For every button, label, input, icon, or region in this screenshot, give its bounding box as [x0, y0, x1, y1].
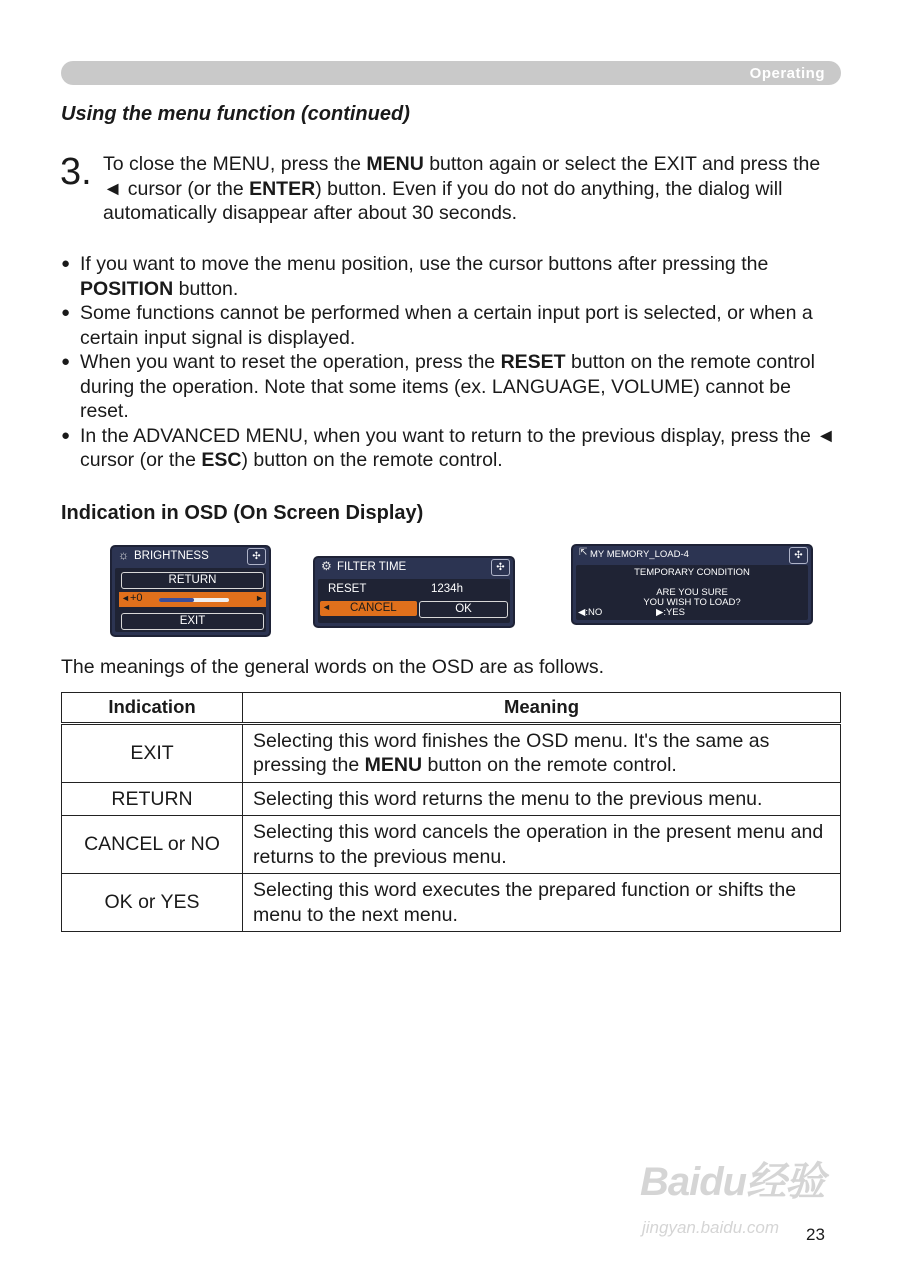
osd-cancel-label: CANCEL: [350, 602, 397, 614]
osd-exit-button[interactable]: EXIT: [121, 613, 264, 630]
osd-body: [576, 565, 808, 620]
bullet-text: When you want to reset the operation, press the: [80, 351, 501, 373]
osd-brightness-panel: [110, 545, 271, 637]
osd-body: [115, 568, 266, 632]
brightness-slider-track: [159, 598, 229, 602]
bullet-bold-esc: ESC: [201, 449, 242, 471]
left-arrow-icon: ◄: [121, 593, 130, 603]
header-indication: Indication: [62, 693, 243, 724]
right-cursor-icon: ▶: [656, 607, 664, 618]
step-bold-menu: MENU: [366, 153, 424, 175]
osd-titlebar: [315, 558, 513, 576]
page-number: 23: [806, 1225, 825, 1244]
indication-cell: OK or YES: [62, 874, 243, 932]
step-text-part: ) button. Even if you do not do anything, the dialog will automatically disappear after about 30 seconds.: [103, 177, 783, 224]
bullet-text: Some functions cannot be performed when a certain input port is selected, or when a certain input signal is displayed.: [80, 302, 813, 349]
osd-memory-condition: TEMPORARY CONDITION: [634, 567, 750, 578]
osd-brightness-value: +0: [130, 592, 143, 604]
left-arrow-icon: ◄: [322, 602, 331, 612]
bullet-item: [61, 301, 843, 350]
filter-icon: ⚙: [321, 559, 332, 573]
bullet-mark: ●: [61, 304, 71, 321]
osd-cancel-button[interactable]: [320, 601, 417, 616]
bullet-item: [61, 424, 843, 473]
bullet-text: In the ADVANCED MENU, when you want to return to the previous display, press the ◄ cursor (or the: [80, 424, 836, 471]
bullet-mark: ●: [61, 426, 71, 444]
header-label: Operating: [749, 65, 825, 82]
osd-filter-panel: [313, 556, 515, 628]
step-3-text: [103, 152, 833, 226]
table-row: [62, 723, 841, 782]
indication-cell: CANCEL or NO: [62, 816, 243, 874]
osd-body: [318, 579, 510, 623]
baidu-watermark-url: jingyan.baidu.com: [642, 1218, 780, 1237]
meaning-text: button on the remote control.: [422, 754, 677, 776]
bullet-text: button.: [173, 277, 239, 300]
meanings-table: [61, 692, 841, 932]
bullet-item: [61, 350, 843, 424]
osd-memory-title: MY MEMORY_LOAD-4: [590, 549, 689, 560]
memory-icon: ⇱: [579, 547, 588, 558]
meaning-text: Selecting this word finishes the OSD menu. It's the same as pressing the: [253, 729, 770, 776]
move-icon: ✣: [491, 559, 510, 576]
meaning-cell: Selecting this word executes the prepared function or shifts the menu to the next menu.: [243, 874, 841, 932]
osd-titlebar: [573, 546, 811, 564]
osd-filter-title: FILTER TIME: [337, 561, 407, 573]
bullet-bold-position: POSITION: [80, 277, 174, 300]
osd-memory-panel: [571, 544, 813, 625]
header-bar: [61, 61, 841, 85]
osd-memory-no-button[interactable]: [578, 607, 602, 618]
section-title: Using the menu function (continued): [61, 103, 410, 125]
intro-line: The meanings of the general words on the OSD are as follows.: [61, 656, 605, 678]
meaning-cell: Selecting this word returns the menu to the previous menu.: [243, 782, 841, 816]
baidu-watermark-logo: Baidu经验: [640, 1160, 825, 1204]
move-icon: ✣: [789, 547, 808, 564]
step-number: 3.: [60, 151, 92, 193]
bullet-item: [61, 252, 843, 301]
osd-return-button[interactable]: RETURN: [121, 572, 264, 589]
header-meaning: Meaning: [243, 693, 841, 724]
osd-ok-button[interactable]: OK: [419, 601, 508, 618]
osd-memory-yes-label: :YES: [663, 607, 685, 618]
table-row: [62, 782, 841, 816]
osd-memory-yes-button[interactable]: [656, 607, 685, 618]
move-icon: ✣: [247, 548, 266, 565]
osd-memory-no-label: :NO: [585, 607, 603, 618]
osd-brightness-slider-row[interactable]: [119, 592, 266, 607]
sun-icon: ☼: [118, 548, 129, 562]
step-text-part: To close the MENU, press the: [103, 153, 367, 175]
table-row: [62, 816, 841, 874]
osd-titlebar: [112, 547, 269, 565]
osd-reset-value: 1234h: [431, 583, 463, 595]
step-text-part: button again or select the EXIT and press the ◄ cursor (or the: [103, 153, 821, 200]
table-row: [62, 874, 841, 932]
indication-cell: RETURN: [62, 782, 243, 816]
meaning-bold-menu: MENU: [364, 754, 423, 776]
bullet-bold-reset: RESET: [500, 351, 566, 373]
right-arrow-icon: ►: [255, 593, 264, 603]
meaning-cell: [243, 723, 841, 782]
osd-heading: Indication in OSD (On Screen Display): [61, 502, 424, 524]
bullet-mark: ●: [61, 255, 71, 272]
brightness-slider-fill: [159, 598, 194, 602]
bullet-text: button on the remote control during the operation. Note that some items (ex. LANGUAGE, VOLUME) cannot be reset.: [80, 351, 815, 422]
osd-brightness-title: BRIGHTNESS: [134, 550, 209, 562]
bullet-mark: ●: [61, 353, 71, 370]
bullet-list: [61, 252, 843, 473]
step-bold-enter: ENTER: [249, 177, 316, 200]
meaning-cell: Selecting this word cancels the operation in the present menu and returns to the previous menu.: [243, 816, 841, 874]
table-header-row: [62, 693, 841, 724]
osd-memory-question-1: ARE YOU SURE: [656, 587, 728, 598]
indication-cell: EXIT: [62, 723, 243, 782]
bullet-text: If you want to move the menu position, use the cursor buttons after pressing the: [80, 253, 769, 275]
bullet-text: ) button on the remote control.: [241, 449, 503, 471]
osd-memory-question-2: YOU WISH TO LOAD?: [643, 597, 741, 608]
left-cursor-icon: ◀: [578, 607, 586, 618]
osd-reset-label: RESET: [328, 583, 367, 595]
